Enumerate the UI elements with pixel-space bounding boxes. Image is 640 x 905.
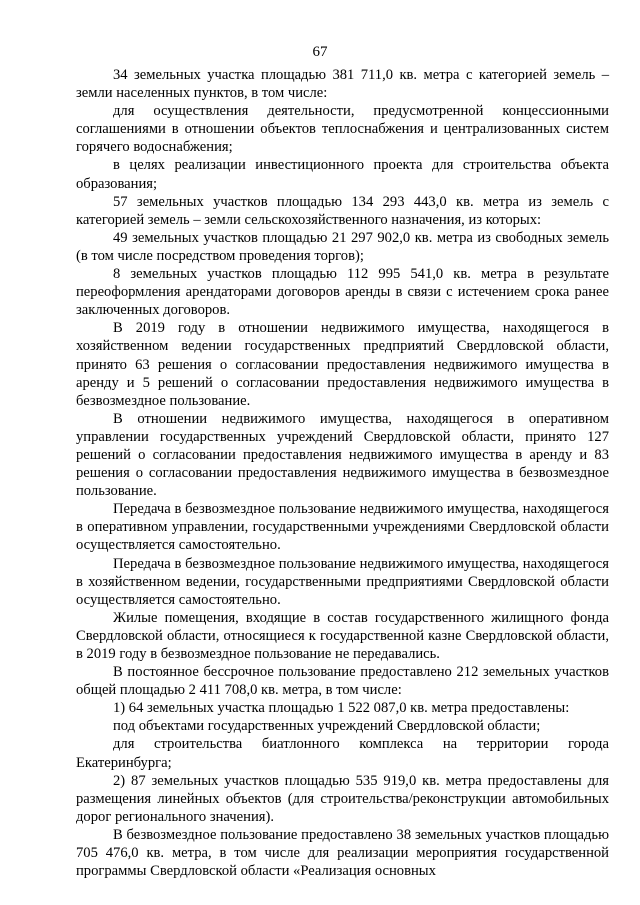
paragraph-perpetual-use: В постоянное бессрочное пользование предоставлено 212 земельных участков общей площадью 2 411 708,0 кв. метра, в том числе: [76,664,609,699]
paragraph-investment-project: в целях реализации инвестиционного проекта для строительства объекта образования; [76,157,609,192]
paragraph-free-use: В безвозмездное пользование предоставлено 38 земельных участков площадью 705 476,0 кв. метра, в том числе для реализации мероприятия государственной программы Свердловской области «Реализация основных [76,826,609,880]
paragraph-free-land: 49 земельных участков площадью 21 297 902,0 кв. метра из свободных земель (в том числе посредством проведения торгов); [76,229,609,264]
paragraph-transfer-institutions: Передача в безвозмездное пользование недвижимого имущества, находящегося в оперативном управлении, государственными учреждениями Свердловской области осуществляется самостоятельно. [76,501,609,554]
paragraph-agricultural-land: 57 земельных участков площадью 134 293 443,0 кв. метра из земель с категорией земель – земли сельскохозяйственного назначения, из которых: [76,193,609,228]
paragraph-concession: для осуществления деятельности, предусмотренной концессионными соглашениями в отношении объектов теплоснабжения и централизованных систем горячего водоснабжения; [76,103,609,156]
paragraph-item-1: 1) 64 земельных участка площадью 1 522 087,0 кв. метра предоставлены: [113,700,570,717]
paragraph-item-1-institutions: под объектами государственных учреждений Свердловской области; [113,718,541,735]
paragraph-housing: Жилые помещения, входящие в состав государственного жилищного фонда Свердловской области, относящиеся к государственной казне Свердловской области, в 2019 году в безвозмездное пользование не передавались. [76,609,609,662]
paragraph-lease-renewal: 8 земельных участков площадью 112 995 541,0 кв. метра в результате переоформления арендаторами договоров аренды в связи с истечением срока ранее заключенных договоров. [76,266,609,319]
paragraph-enterprise-property: В 2019 году в отношении недвижимого имущества, находящегося в хозяйственном ведении государственных предприятий Свердловской области, принято 63 решения о согласовании предоставления недвижимого имущества в аренду и 5 решений о согласовании предоставления недвижимого имущества в безвозмездное пользование. [76,320,609,409]
paragraph-land-settlements: 34 земельных участка площадью 381 711,0 кв. метра с категорией земель – земли населенных пунктов, в том числе: [76,67,609,102]
paragraph-item-2: 2) 87 земельных участков площадью 535 919,0 кв. метра предоставлены для размещения линейных объектов (для строительства/реконструкции автомобильных дорог регионального значения). [76,772,609,825]
paragraph-item-1-biathlon: для строительства биатлонного комплекса на территории города Екатеринбурга; [76,736,609,771]
document-body [76,66,609,880]
page-number: 67 [312,44,328,60]
paragraph-transfer-enterprises: Передача в безвозмездное пользование недвижимого имущества, находящегося в хозяйственном ведении, государственными предприятиями Свердловской области осуществляется самостоятельно. [76,555,609,608]
paragraph-institution-property: В отношении недвижимого имущества, находящегося в оперативном управлении государственных учреждений Свердловской области, принято 127 решений о согласовании предоставления недвижимого имущества в аренду и 83 решения о согласовании предоставления недвижимого имущества в безвозмездное пользование. [76,410,609,500]
